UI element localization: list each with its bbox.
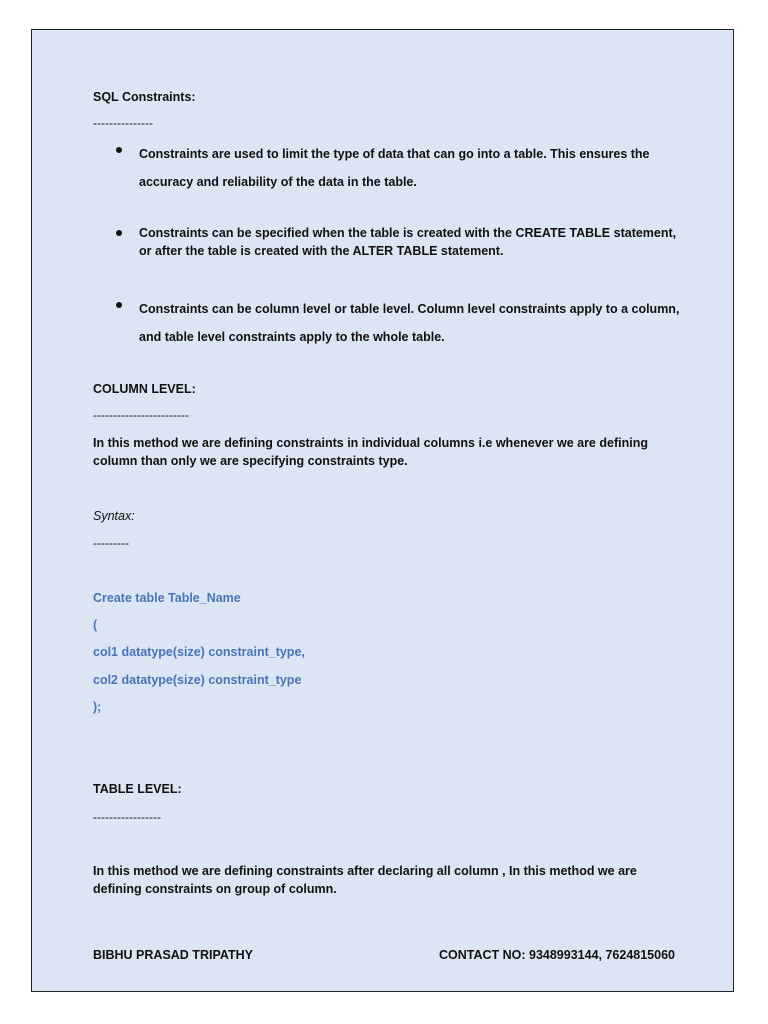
code-line-2: (	[93, 618, 98, 632]
syntax-underline: ---------	[93, 536, 129, 550]
bullet-item-3: Constraints can be column level or table level. Column level constraints apply to a column, and table level constraints apply to the whole table.	[139, 302, 680, 344]
bullet-icon	[116, 230, 122, 236]
section-title-column-level: COLUMN LEVEL:	[93, 382, 196, 396]
code-line-1: Create table Table_Name	[93, 591, 241, 605]
table-level-underline: -----------------	[93, 810, 161, 824]
document-page	[31, 29, 734, 992]
column-level-underline: ------------------------	[93, 408, 189, 422]
section-title-table-level: TABLE LEVEL:	[93, 782, 182, 796]
table-level-description: In this method we are defining constraints after declaring all column , In this method we are defining constraints on group of column.	[93, 864, 637, 896]
code-line-5: );	[93, 700, 102, 714]
syntax-label: Syntax:	[93, 509, 135, 523]
code-line-3: col1 datatype(size) constraint_type,	[93, 645, 305, 659]
column-level-description: In this method we are defining constraints in individual columns i.e whenever we are defining column than only we are specifying constraints type.	[93, 436, 648, 468]
section-title-sql-constraints: SQL Constraints:	[93, 90, 196, 104]
bullet-icon	[116, 302, 122, 308]
footer-contact: CONTACT NO: 9348993144, 7624815060	[438, 948, 675, 962]
code-line-4: col2 datatype(size) constraint_type	[93, 673, 302, 687]
bullet-icon	[116, 147, 122, 153]
bullet-item-1: Constraints are used to limit the type of data that can go into a table. This ensures the accuracy and reliability of the data in the table.	[139, 147, 650, 189]
footer-author: BIBHU PRASAD TRIPATHY	[93, 948, 253, 962]
bullet-item-2: Constraints can be specified when the table is created with the CREATE TABLE statement, or after the table is created with the ALTER TABLE statement.	[139, 226, 677, 258]
title-underline: ---------------	[93, 116, 153, 130]
